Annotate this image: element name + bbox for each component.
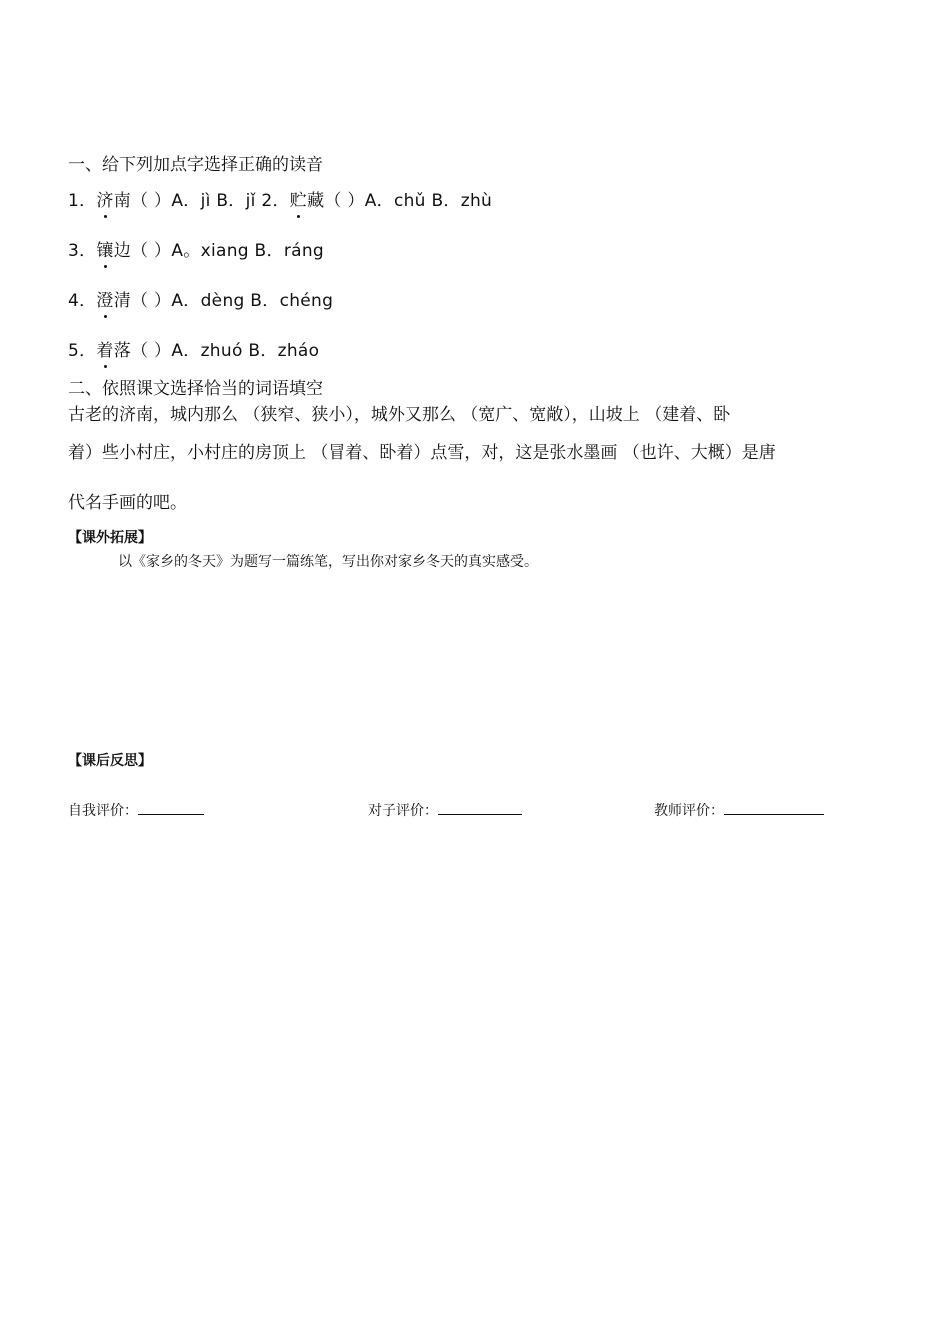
self-evaluation — [68, 800, 204, 820]
question-5 — [68, 336, 319, 361]
q1-answer-paren[interactable]: （ ） — [131, 191, 172, 211]
q5-number: 5． — [68, 341, 97, 361]
q4-answer-paren[interactable]: （ ） — [131, 291, 172, 311]
q1-dotted-char: 济 — [96, 186, 113, 211]
q4-dotted-char: 澄 — [96, 286, 113, 311]
q3-number: 3． — [68, 241, 97, 261]
fill-blank-line-2: 着）些小村庄，小村庄的房顶上 （冒着、卧着）点雪，对，这是张水墨画 （也许、大概）是唐 — [68, 443, 776, 463]
q2-options: A．chǔ B．zhù — [364, 191, 493, 211]
q2-dotted-char: 贮 — [290, 186, 307, 211]
q3-dotted-char: 镶 — [96, 236, 113, 261]
question-4 — [68, 286, 333, 311]
q1-number: 1． — [68, 191, 97, 211]
q2-number: 2． — [261, 191, 290, 211]
question-1-and-2 — [68, 186, 492, 211]
q5-options: A．zhuó B．zháo — [171, 341, 320, 361]
reflection-title: 【课后反思】 — [68, 753, 152, 769]
self-evaluation-label: 自我评价： — [68, 803, 138, 819]
extension-title: 【课外拓展】 — [68, 530, 152, 546]
q3-options: A。xiang B．ráng — [171, 241, 324, 261]
peer-evaluation — [368, 800, 522, 820]
section1-heading: 一、给下列加点字选择正确的读音 — [68, 155, 323, 175]
q3-word-rest: 边 — [113, 241, 132, 261]
q5-dotted-char: 着 — [96, 336, 113, 361]
q1-options: A．jì B．jǐ — [171, 191, 256, 211]
teacher-evaluation-label: 教师评价： — [654, 803, 724, 819]
fill-blank-line-1: 古老的济南，城内那么 （狭窄、狭小），城外又那么 （宽广、宽敞），山坡上 （建着、卧 — [68, 405, 731, 425]
section2-heading: 二、依照课文选择恰当的词语填空 — [68, 379, 323, 399]
q4-word-rest: 清 — [113, 291, 132, 311]
q2-answer-paren[interactable]: （ ） — [324, 191, 365, 211]
extension-text: 以《家乡的冬天》为题写一篇练笔，写出你对家乡冬天的真实感受。 — [118, 554, 538, 570]
teacher-evaluation — [654, 800, 824, 820]
self-evaluation-blank[interactable] — [138, 800, 204, 815]
teacher-evaluation-blank[interactable] — [724, 800, 824, 815]
q4-options: A．dèng B．chéng — [171, 291, 334, 311]
peer-evaluation-label: 对子评价： — [368, 803, 438, 819]
q5-word-rest: 落 — [113, 341, 132, 361]
q1-word-rest: 南 — [113, 191, 132, 211]
question-3 — [68, 236, 324, 261]
fill-blank-line-3: 代名手画的吧。 — [68, 493, 187, 513]
q4-number: 4． — [68, 291, 97, 311]
q2-word-rest: 藏 — [307, 191, 325, 211]
q5-answer-paren[interactable]: （ ） — [131, 341, 172, 361]
peer-evaluation-blank[interactable] — [438, 800, 522, 815]
q3-answer-paren[interactable]: （ ） — [131, 241, 172, 261]
